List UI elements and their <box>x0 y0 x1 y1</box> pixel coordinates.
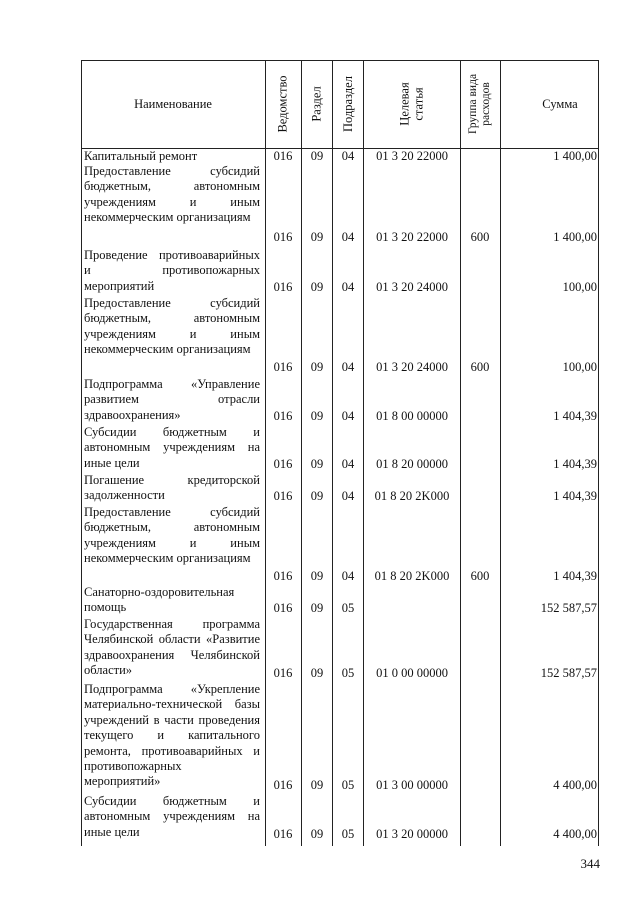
header-gruppa <box>461 60 499 148</box>
row-ved: 016 <box>273 569 293 583</box>
row-podrazdel: 05 <box>341 666 355 680</box>
header-razdel-text: Раздел <box>310 86 325 122</box>
row-podrazdel: 05 <box>341 778 355 792</box>
header-grp-line2: расходов <box>480 82 493 126</box>
header-gruppa-text <box>467 74 493 134</box>
row-podrazdel: 05 <box>341 827 355 841</box>
row-celevaya: 01 3 20 24000 <box>376 280 448 294</box>
col-divider-sum <box>500 60 501 846</box>
header-cel-line2: статья <box>412 87 426 121</box>
row-podrazdel: 04 <box>341 489 355 503</box>
header-name <box>81 60 265 148</box>
table-right-border <box>598 60 599 846</box>
header-ved-text: Ведомство <box>276 75 290 133</box>
row-razdel: 09 <box>310 569 324 583</box>
row-name: Субсидии бюджетным и автономным учреждениям на иные цели <box>84 425 260 470</box>
header-razdel <box>302 60 332 148</box>
row-sum: 1 404,39 <box>553 457 597 471</box>
page-number: 344 <box>580 856 600 871</box>
row-name: Государственная программа Челябинской области «Развитие здравоохранения Челябинской области» <box>84 617 260 678</box>
row-name: Капитальный ремонт <box>84 149 198 163</box>
row-podrazdel: 04 <box>341 409 355 423</box>
row-sum: 100,00 <box>562 360 597 374</box>
row-sum: 152 587,57 <box>540 666 597 680</box>
row-gruppa: 600 <box>470 569 490 583</box>
row-razdel: 09 <box>310 360 324 374</box>
col-divider-ved <box>265 60 266 846</box>
row-razdel: 09 <box>310 457 324 471</box>
row-ved: 016 <box>273 489 293 503</box>
row-ved: 016 <box>273 280 293 294</box>
row-name: Санаторно-оздоровительная помощь <box>84 585 235 615</box>
row-razdel: 09 <box>310 149 324 163</box>
col-divider-podrazdel <box>332 60 333 846</box>
row-name: Предоставление субсидий бюджетным, автономным учреждениям и иным некоммерческим организациям <box>84 505 260 566</box>
header-sum <box>521 60 599 148</box>
budget-table <box>81 60 599 846</box>
row-podrazdel: 04 <box>341 280 355 294</box>
row-ved: 016 <box>273 601 293 615</box>
row-ved: 016 <box>273 666 293 680</box>
col-divider-grp <box>460 60 461 846</box>
row-ved: 016 <box>273 230 293 244</box>
row-razdel: 09 <box>310 601 324 615</box>
header-podrazdel-text: Подраздел <box>341 76 355 132</box>
row-sum: 4 400,00 <box>553 778 597 792</box>
col-divider-cel <box>363 60 364 846</box>
header-cel-line1: Целевая <box>398 82 412 126</box>
row-name: Предоставление субсидий бюджетным, автономным учреждениям и иным некоммерческим организациям <box>84 296 260 357</box>
row-razdel: 09 <box>310 280 324 294</box>
row-ved: 016 <box>273 360 293 374</box>
table-top-border <box>81 60 599 61</box>
row-sum: 152 587,57 <box>540 601 597 615</box>
row-celevaya: 01 8 00 00000 <box>376 409 448 423</box>
row-sum: 100,00 <box>562 280 597 294</box>
row-razdel: 09 <box>310 666 324 680</box>
row-podrazdel: 04 <box>341 230 355 244</box>
row-podrazdel: 04 <box>341 360 355 374</box>
row-sum: 1 400,00 <box>553 230 597 244</box>
header-podrazdel <box>333 60 363 148</box>
row-ved: 016 <box>273 778 293 792</box>
table-left-border <box>81 60 82 846</box>
row-ved: 016 <box>273 409 293 423</box>
row-name: Субсидии бюджетным и автономным учреждениям на иные цели <box>84 794 260 839</box>
row-sum: 1 400,00 <box>553 149 597 163</box>
row-sum: 1 404,39 <box>553 409 597 423</box>
row-gruppa: 600 <box>470 230 490 244</box>
row-sum: 1 404,39 <box>553 569 597 583</box>
row-podrazdel: 04 <box>341 149 355 163</box>
row-gruppa: 600 <box>470 360 490 374</box>
header-grp-line1: Группа вида <box>467 73 480 135</box>
row-celevaya: 01 3 00 00000 <box>376 778 448 792</box>
row-sum: 1 404,39 <box>553 489 597 503</box>
row-sum: 4 400,00 <box>553 827 597 841</box>
row-celevaya: 01 3 20 22000 <box>376 149 448 163</box>
row-razdel: 09 <box>310 827 324 841</box>
row-celevaya: 01 3 20 00000 <box>376 827 448 841</box>
row-podrazdel: 04 <box>341 457 355 471</box>
row-name: Подпрограмма «Управление развитием отрасли здравоохранения» <box>84 377 260 422</box>
header-sum-text: Сумма <box>542 97 578 111</box>
row-ved: 016 <box>273 827 293 841</box>
row-ved: 016 <box>273 457 293 471</box>
row-name: Проведение противоаварийных и противопожарных мероприятий <box>84 248 260 293</box>
row-ved: 016 <box>273 149 293 163</box>
row-razdel: 09 <box>310 409 324 423</box>
col-divider-razdel <box>301 60 302 846</box>
row-razdel: 09 <box>310 489 324 503</box>
row-name: Подпрограмма «Укрепление материально-технической базы учреждений в части проведения текущего и капитального ремонта, противоаварийных и противопожарных мероприятий» <box>84 682 260 789</box>
row-celevaya: 01 8 20 2K000 <box>374 569 450 583</box>
row-celevaya: 01 3 20 24000 <box>376 360 448 374</box>
row-razdel: 09 <box>310 230 324 244</box>
row-razdel: 09 <box>310 778 324 792</box>
row-celevaya: 01 0 00 00000 <box>376 666 448 680</box>
header-ved <box>265 60 301 148</box>
row-name: Погашение кредиторской задолженности <box>84 473 260 503</box>
row-podrazdel: 05 <box>341 601 355 615</box>
row-name: Предоставление субсидий бюджетным, автономным учреждениям и иным некоммерческим организациям <box>84 164 260 225</box>
row-celevaya: 01 8 20 00000 <box>376 457 448 471</box>
row-podrazdel: 04 <box>341 569 355 583</box>
row-celevaya: 01 3 20 22000 <box>376 230 448 244</box>
row-celevaya: 01 8 20 2K000 <box>374 489 450 503</box>
header-celevaya <box>364 60 460 148</box>
header-celevaya-text <box>398 82 426 125</box>
header-name-text: Наименование <box>134 97 212 111</box>
